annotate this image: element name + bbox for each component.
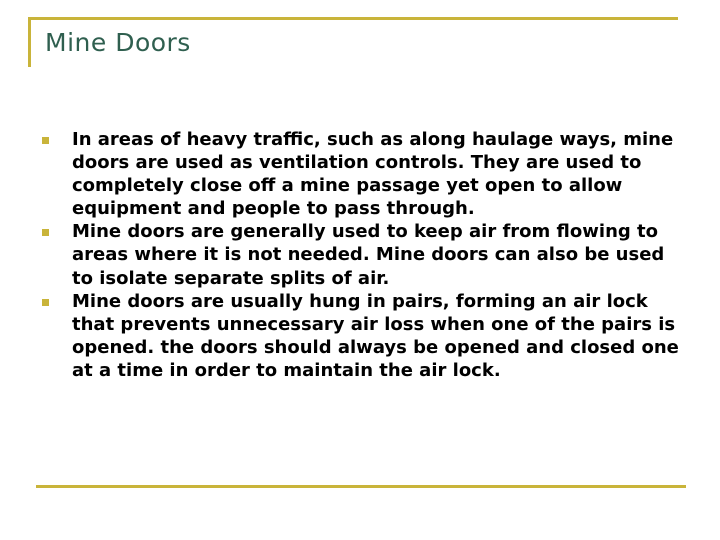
bottom-rule	[36, 485, 686, 488]
square-bullet-icon	[42, 229, 49, 236]
square-bullet-icon	[42, 137, 49, 144]
bullet-text: In areas of heavy traffic, such as along haulage ways, mine doors are used as ventilation controls. They are used to completely close off a mine passage yet open to allow equipment and people to pass through.	[72, 129, 674, 220]
bullet-text: Mine doors are generally used to keep air from flowing to areas where it is not needed. Mine doors can also be used to isolate separate splits of air.	[72, 221, 665, 289]
bullet-text: Mine doors are usually hung in pairs, forming an air lock that prevents unnecessary air loss when one of the pairs is opened. the doors should always be opened and closed one at a time in order to maintain the air lock.	[72, 290, 679, 381]
bullet-list	[40, 128, 680, 382]
title-frame-left-rule	[28, 17, 31, 67]
bullet-item	[40, 220, 680, 289]
bullet-item	[40, 128, 680, 220]
square-bullet-icon	[42, 299, 49, 306]
slide-body	[40, 128, 680, 382]
bullet-item	[40, 290, 680, 382]
slide-title: Mine Doors	[45, 28, 191, 57]
title-frame-top-rule	[30, 17, 678, 20]
